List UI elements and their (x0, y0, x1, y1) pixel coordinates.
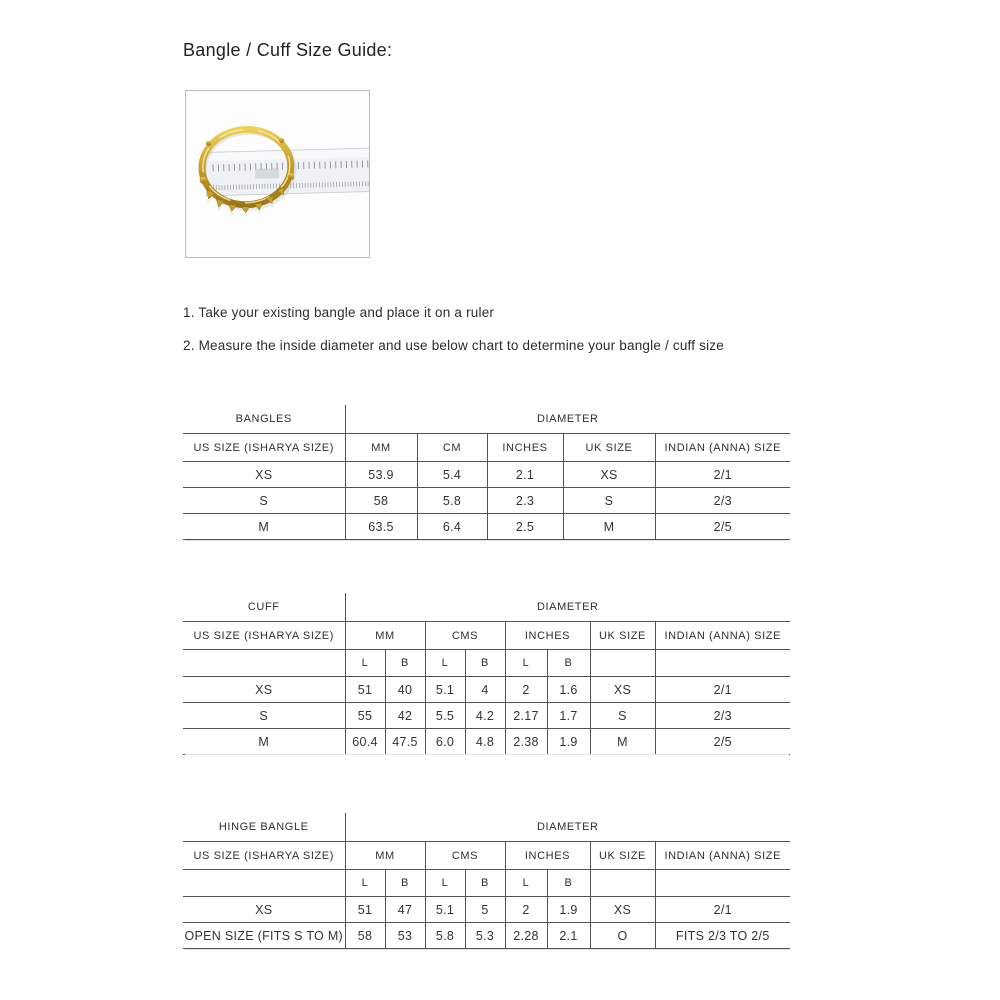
empty-cell (590, 870, 655, 897)
row-label: XS (183, 462, 345, 488)
table-title: BANGLES (183, 405, 345, 434)
size-value-cell: 58 (345, 488, 417, 514)
column-header: US SIZE (ISHARYA SIZE) (183, 842, 345, 870)
size-value-cell: 5.5 (425, 703, 465, 729)
size-value-cell: 2/5 (655, 514, 790, 540)
size-value-cell: 47 (385, 897, 425, 923)
size-value-cell: 5.1 (425, 897, 465, 923)
column-header: UK SIZE (590, 622, 655, 650)
bangle-ruler-illustration (186, 91, 369, 257)
column-header: MM (345, 842, 425, 870)
column-header: US SIZE (ISHARYA SIZE) (183, 622, 345, 650)
row-label: S (183, 488, 345, 514)
table-row (183, 703, 790, 729)
size-value-cell: 2.17 (505, 703, 547, 729)
empty-cell (590, 650, 655, 677)
table-row (183, 488, 790, 514)
column-header: INCHES (505, 622, 590, 650)
size-value-cell: 63.5 (345, 514, 417, 540)
table-bottom-shadow (185, 540, 789, 541)
size-value-cell: 1.6 (547, 677, 590, 703)
subcolumn-header: L (505, 870, 547, 897)
row-label: M (183, 514, 345, 540)
row-label: OPEN SIZE (FITS S TO M) (183, 923, 345, 949)
subcolumn-header: B (547, 870, 590, 897)
size-value-cell: 58 (345, 923, 385, 949)
table-title: CUFF (183, 593, 345, 622)
size-value-cell: 60.4 (345, 729, 385, 755)
table-row (183, 897, 790, 923)
subcolumn-header: B (465, 650, 505, 677)
size-value-cell: 40 (385, 677, 425, 703)
bangle-ruler-photo (185, 90, 370, 258)
size-value-cell: M (563, 514, 655, 540)
table-row (183, 923, 790, 949)
subcolumn-header: L (425, 870, 465, 897)
size-value-cell: S (590, 703, 655, 729)
row-label: XS (183, 677, 345, 703)
column-header: MM (345, 434, 417, 462)
size-value-cell: XS (563, 462, 655, 488)
size-value-cell: 2.5 (487, 514, 563, 540)
size-value-cell: 4 (465, 677, 505, 703)
size-value-cell: 5.3 (465, 923, 505, 949)
cuff-size-table (183, 593, 790, 755)
subcolumn-header: L (505, 650, 547, 677)
column-header: US SIZE (ISHARYA SIZE) (183, 434, 345, 462)
size-value-cell: M (590, 729, 655, 755)
size-value-cell: 51 (345, 897, 385, 923)
page-title: Bangle / Cuff Size Guide: (183, 40, 393, 60)
size-value-cell: 1.9 (547, 897, 590, 923)
size-value-cell: 2.1 (487, 462, 563, 488)
size-value-cell: 2/1 (655, 677, 790, 703)
column-header: CMS (425, 622, 505, 650)
size-value-cell: 5.1 (425, 677, 465, 703)
size-value-cell: 4.2 (465, 703, 505, 729)
size-value-cell: 53 (385, 923, 425, 949)
size-value-cell: 6.0 (425, 729, 465, 755)
row-label: S (183, 703, 345, 729)
table-row (183, 729, 790, 755)
table-row (183, 677, 790, 703)
empty-cell (655, 870, 790, 897)
size-value-cell: 2.38 (505, 729, 547, 755)
subcolumn-header: L (345, 650, 385, 677)
empty-cell (183, 870, 345, 897)
column-header: INCHES (487, 434, 563, 462)
row-label: XS (183, 897, 345, 923)
instruction-step-2: 2. Measure the inside diameter and use below chart to determine your bangle / cuff size (183, 338, 724, 353)
column-header: UK SIZE (563, 434, 655, 462)
size-value-cell: 2.3 (487, 488, 563, 514)
empty-cell (655, 650, 790, 677)
size-value-cell: 4.8 (465, 729, 505, 755)
column-header: CMS (425, 842, 505, 870)
size-value-cell: 1.9 (547, 729, 590, 755)
size-value-cell: 2/3 (655, 488, 790, 514)
diameter-header: DIAMETER (345, 593, 790, 622)
size-value-cell: 2/3 (655, 703, 790, 729)
size-value-cell: 55 (345, 703, 385, 729)
table-row (183, 514, 790, 540)
size-value-cell: FITS 2/3 TO 2/5 (655, 923, 790, 949)
size-value-cell: 2/1 (655, 897, 790, 923)
size-value-cell: XS (590, 677, 655, 703)
size-value-cell: 5.8 (425, 923, 465, 949)
size-value-cell: 2.1 (547, 923, 590, 949)
column-header: INDIAN (ANNA) SIZE (655, 434, 790, 462)
column-header: MM (345, 622, 425, 650)
size-value-cell: O (590, 923, 655, 949)
subcolumn-header: L (425, 650, 465, 677)
size-value-cell: 2 (505, 677, 547, 703)
size-value-cell: 5 (465, 897, 505, 923)
size-value-cell: 2 (505, 897, 547, 923)
size-value-cell: 2/5 (655, 729, 790, 755)
table-row (183, 462, 790, 488)
column-header: INDIAN (ANNA) SIZE (655, 622, 790, 650)
size-value-cell: 2.28 (505, 923, 547, 949)
size-value-cell: 53.9 (345, 462, 417, 488)
instruction-step-1: 1. Take your existing bangle and place it on a ruler (183, 305, 495, 320)
size-value-cell: 2/1 (655, 462, 790, 488)
column-header: INCHES (505, 842, 590, 870)
row-label: M (183, 729, 345, 755)
size-value-cell: XS (590, 897, 655, 923)
size-value-cell: 6.4 (417, 514, 487, 540)
size-value-cell: 5.4 (417, 462, 487, 488)
table-bottom-shadow (185, 949, 789, 950)
table-title: HINGE BANGLE (183, 813, 345, 842)
size-value-cell: 42 (385, 703, 425, 729)
table-bottom-shadow (185, 754, 789, 755)
hinge-bangle-size-table (183, 813, 790, 949)
empty-cell (183, 650, 345, 677)
column-header: CM (417, 434, 487, 462)
column-header: INDIAN (ANNA) SIZE (655, 842, 790, 870)
diameter-header: DIAMETER (345, 405, 790, 434)
size-value-cell: 5.8 (417, 488, 487, 514)
subcolumn-header: B (547, 650, 590, 677)
subcolumn-header: B (465, 870, 505, 897)
column-header: UK SIZE (590, 842, 655, 870)
size-value-cell: 51 (345, 677, 385, 703)
size-value-cell: 47.5 (385, 729, 425, 755)
size-value-cell: 1.7 (547, 703, 590, 729)
subcolumn-header: L (345, 870, 385, 897)
diameter-header: DIAMETER (345, 813, 790, 842)
subcolumn-header: B (385, 870, 425, 897)
size-value-cell: S (563, 488, 655, 514)
subcolumn-header: B (385, 650, 425, 677)
bangles-size-table (183, 405, 790, 540)
